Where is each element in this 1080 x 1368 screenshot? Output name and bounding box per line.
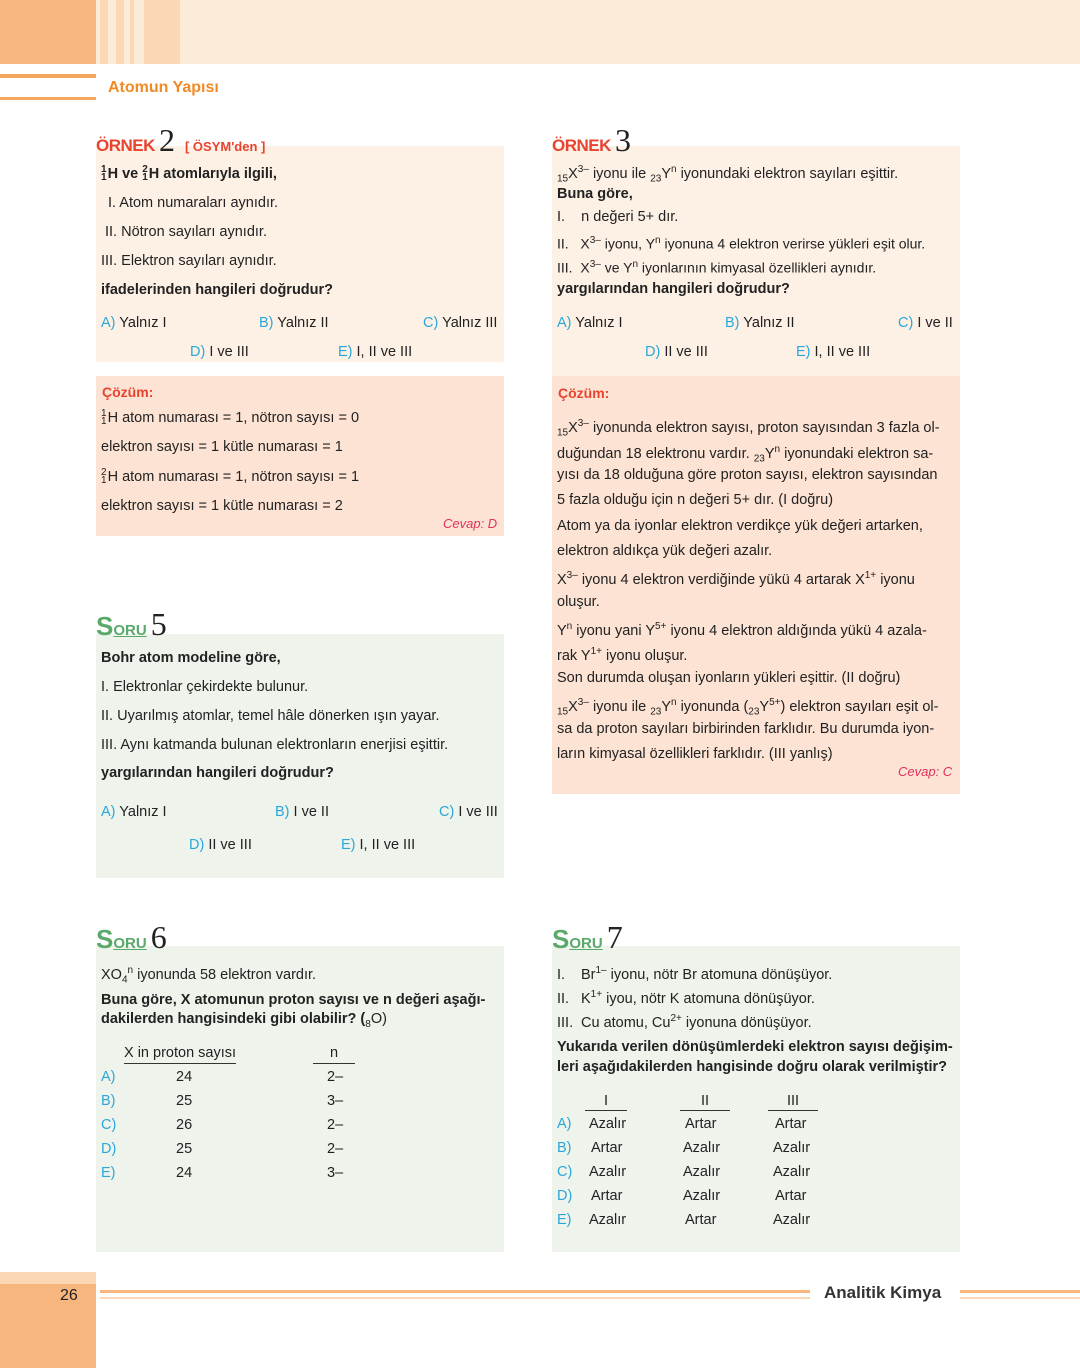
footer-rule	[960, 1290, 1080, 1293]
statement-item: I. Atom numaraları aynıdır.	[108, 195, 279, 211]
book-title: Analitik Kimya	[824, 1283, 942, 1302]
solution-title: Çözüm:	[558, 385, 610, 401]
table-header: X in proton sayısı	[124, 1044, 236, 1064]
table-row[interactable]: B)	[101, 1093, 116, 1109]
footer-rule	[100, 1290, 810, 1293]
statement-item: II. Uyarılmış atomlar, temel hâle dönerken ışın yayar.	[101, 708, 440, 724]
question-text: dakilerden hangisindeki gibi olabilir? $(_8O)$	[101, 1011, 387, 1030]
question-text: yargılarından hangileri doğrudur?	[557, 281, 790, 297]
solution-line: oluşur.	[557, 594, 600, 610]
table-cell: 2–	[327, 1117, 344, 1133]
solution-line: rak $Y^{1+}$ iyonu oluşur.	[557, 646, 688, 664]
option-a[interactable]: A) Yalnız I	[101, 804, 167, 820]
question-number: 6	[150, 919, 167, 955]
option-e[interactable]: E) I, II ve III	[338, 344, 413, 360]
footer-corner-stripe	[0, 1272, 96, 1284]
option-c[interactable]: C) Yalnız III	[423, 315, 498, 331]
table-cell: Artar	[591, 1188, 623, 1204]
table-row[interactable]: A)	[101, 1069, 116, 1085]
table-row[interactable]: E)	[557, 1212, 572, 1228]
solution-line: elektron sayısı = 1 kütle numarası = 2	[101, 498, 343, 514]
table-row[interactable]: B)	[557, 1140, 572, 1156]
statement-item: II. $X^{3-}$ iyonu, $Y^n$ iyonuna 4 elektron verirse yükleri eşit olur.	[557, 235, 926, 252]
statement-item: III. Aynı katmanda bulunan elektronların enerjisi eşittir.	[101, 737, 449, 753]
example-2-heading	[96, 124, 265, 156]
option-d[interactable]: D) I ve III	[190, 344, 249, 360]
table-row[interactable]: E)	[101, 1165, 116, 1181]
option-b[interactable]: B) I ve II	[275, 804, 329, 820]
statement-item: I. Elektronlar çekirdekte bulunur.	[101, 679, 309, 695]
header-rule	[0, 74, 96, 78]
answer-key: Cevap: D	[443, 516, 498, 531]
statement-item: III. Elektron sayıları aynıdır.	[101, 253, 277, 269]
table-row[interactable]: A)	[557, 1116, 572, 1132]
page-number: 26	[60, 1287, 78, 1304]
table-cell: Azalır	[683, 1164, 721, 1180]
solution-line: ların kimyasal özellikleri farklıdır. (III yanlış)	[557, 746, 833, 762]
top-stripes	[100, 0, 180, 64]
example-3-stem-2: Buna göre,	[557, 186, 633, 202]
solution-line: yısı da 18 olduğuna göre proton sayısı, elektron sayısından	[557, 467, 938, 483]
footer-corner-block	[0, 1272, 96, 1368]
table-row[interactable]: C)	[557, 1164, 573, 1180]
table-cell: 25	[176, 1093, 193, 1109]
statement-item: II. Nötron sayıları aynıdır.	[105, 224, 267, 240]
question-5-heading: SORU 5	[96, 606, 167, 642]
top-corner-block	[0, 0, 96, 64]
option-b[interactable]: B) Yalnız II	[259, 315, 329, 331]
solution-line: elektron sayısı = 1 kütle numarası = 1	[101, 439, 343, 455]
solution-line: 5 fazla olduğu için n değeri 5+ dır. (I doğru)	[557, 492, 834, 508]
option-e[interactable]: E) I, II ve III	[341, 837, 416, 853]
statement-item: I. $Br^{1-}$ iyonu, nötr Br atomuna dönüşüyor.	[557, 965, 833, 983]
table-cell: 26	[176, 1117, 193, 1133]
table-cell: Artar	[685, 1116, 717, 1132]
option-e[interactable]: E) I, II ve III	[796, 344, 871, 360]
question-number: 5	[150, 606, 167, 642]
example-2-stem: 1 1H ve 2 1H atomlarıyla ilgili,	[101, 164, 277, 184]
solution-line: $Y^n$ iyonu yani $Y^{5+}$ iyonu 4 elektron aldığında yükü 4 azala-	[557, 621, 927, 639]
option-c[interactable]: C) I ve II	[898, 315, 953, 331]
question-text: leri aşağıdakilerden hangisinde doğru olarak verilmiştir?	[557, 1059, 948, 1075]
table-row[interactable]: C)	[101, 1117, 117, 1133]
table-cell: 3–	[327, 1165, 344, 1181]
table-cell: Azalır	[589, 1212, 627, 1228]
table-cell: Artar	[775, 1116, 807, 1132]
solution-line: sa da proton sayıları birbirinden farklıdır. Bu durumda iyon-	[557, 721, 935, 737]
option-d[interactable]: D) II ve III	[189, 837, 252, 853]
question-text: Yukarıda verilen dönüşümlerdeki elektron sayısı değişim-	[557, 1039, 953, 1055]
question-text: yargılarından hangileri doğrudur?	[101, 765, 334, 781]
question-5-box	[96, 634, 504, 878]
exam-source: [ ÖSYM'den ]	[184, 139, 266, 154]
table-cell: 3–	[327, 1093, 344, 1109]
solution-line: 2 1H atom numarası = 1, nötron sayısı = 1	[101, 467, 360, 487]
solution-line: 1 1H atom numarası = 1, nötron sayısı = 0	[101, 408, 360, 428]
answer-key: Cevap: C	[898, 764, 953, 779]
table-row[interactable]: D)	[557, 1188, 573, 1204]
table-cell: Azalır	[683, 1140, 721, 1156]
example-number: 2	[158, 122, 175, 158]
footer-rule	[960, 1297, 1080, 1299]
question-text: ifadelerinden hangileri doğrudur?	[101, 282, 334, 298]
table-cell: Azalır	[589, 1116, 627, 1132]
table-cell: Azalır	[589, 1164, 627, 1180]
solution-line: elektron aldıkça yük değeri azalır.	[557, 543, 773, 559]
question-number: 7	[606, 919, 623, 955]
table-cell: Artar	[685, 1212, 717, 1228]
table-cell: Artar	[775, 1188, 807, 1204]
question-text: Buna göre, X atomunun proton sayısı ve n değeri aşağı-	[101, 992, 486, 1008]
table-cell: 25	[176, 1141, 193, 1157]
solution-line: Atom ya da iyonlar elektron verdikçe yük değeri artarken,	[557, 518, 923, 534]
solution-line: duğundan 18 elektronu vardır. $_{23}Y^n$ iyonundaki elektron sa-	[557, 444, 934, 465]
table-header: n	[313, 1044, 355, 1064]
question-6-heading: SORU 6	[96, 919, 167, 955]
table-cell: Azalır	[773, 1140, 811, 1156]
table-header: III	[768, 1092, 818, 1111]
footer-rule	[100, 1297, 810, 1299]
option-a[interactable]: A) Yalnız I	[557, 315, 623, 331]
statement-item: III. $X^{3-}$ ve $Y^n$ iyonlarının kimyasal özellikleri aynıdır.	[557, 259, 877, 276]
table-cell: 2–	[327, 1141, 344, 1157]
table-cell: Artar	[591, 1140, 623, 1156]
table-cell: Azalır	[683, 1188, 721, 1204]
option-b[interactable]: B) Yalnız II	[725, 315, 795, 331]
example-label: ÖRNEK	[96, 136, 155, 155]
example-label: ÖRNEK	[552, 136, 611, 155]
option-c[interactable]: C) I ve III	[439, 804, 498, 820]
statement-item: II. $K^{1+}$ iyou, nötr K atomuna dönüşüyor.	[557, 989, 815, 1007]
example-number: 3	[614, 122, 631, 158]
solution-line: $_{15}X^{3-}$ iyonu ile $_{23}Y^n$ iyonunda $(_{23}Y^{5+})$ elektron sayıları eşit ol-	[557, 697, 939, 718]
question-stem: Bohr atom modeline göre,	[101, 650, 281, 666]
example-3-stem: $_{15}X^{3-}$ iyonu ile $_{23}Y^n$ iyonundaki elektron sayıları eşittir.	[557, 164, 899, 185]
option-a[interactable]: A) Yalnız I	[101, 315, 167, 331]
table-cell: Azalır	[773, 1212, 811, 1228]
section-title: Atomun Yapısı	[108, 79, 219, 96]
table-cell: 24	[176, 1165, 193, 1181]
question-stem: $XO_4^n$ iyonunda 58 elektron vardır.	[101, 965, 317, 986]
table-row[interactable]: D)	[101, 1141, 117, 1157]
table-cell: 24	[176, 1069, 193, 1085]
table-cell: 2–	[327, 1069, 344, 1085]
solution-line: $_{15}X^{3-}$ iyonunda elektron sayısı, proton sayısından 3 fazla ol-	[557, 418, 940, 439]
option-d[interactable]: D) II ve III	[645, 344, 708, 360]
table-cell: Azalır	[773, 1164, 811, 1180]
solution-line: $X^{3-}$ iyonu 4 elektron verdiğinde yükü 4 artarak $X^{1+}$ iyonu	[557, 570, 915, 588]
table-header: I	[585, 1092, 627, 1111]
statement-item: III. Cu atomu, $Cu^{2+}$ iyonuna dönüşüyor.	[557, 1013, 812, 1031]
header-rule	[0, 97, 96, 100]
arrow-icon	[66, 80, 94, 96]
solution-line: Son durumda oluşan iyonların yükleri eşittir. (II doğru)	[557, 670, 901, 686]
example-3-heading	[552, 124, 631, 156]
statement-item: I. n değeri 5+ dır.	[557, 209, 679, 225]
solution-title: Çözüm:	[102, 384, 154, 400]
question-7-heading: SORU 7	[552, 919, 623, 955]
table-header: II	[680, 1092, 730, 1111]
